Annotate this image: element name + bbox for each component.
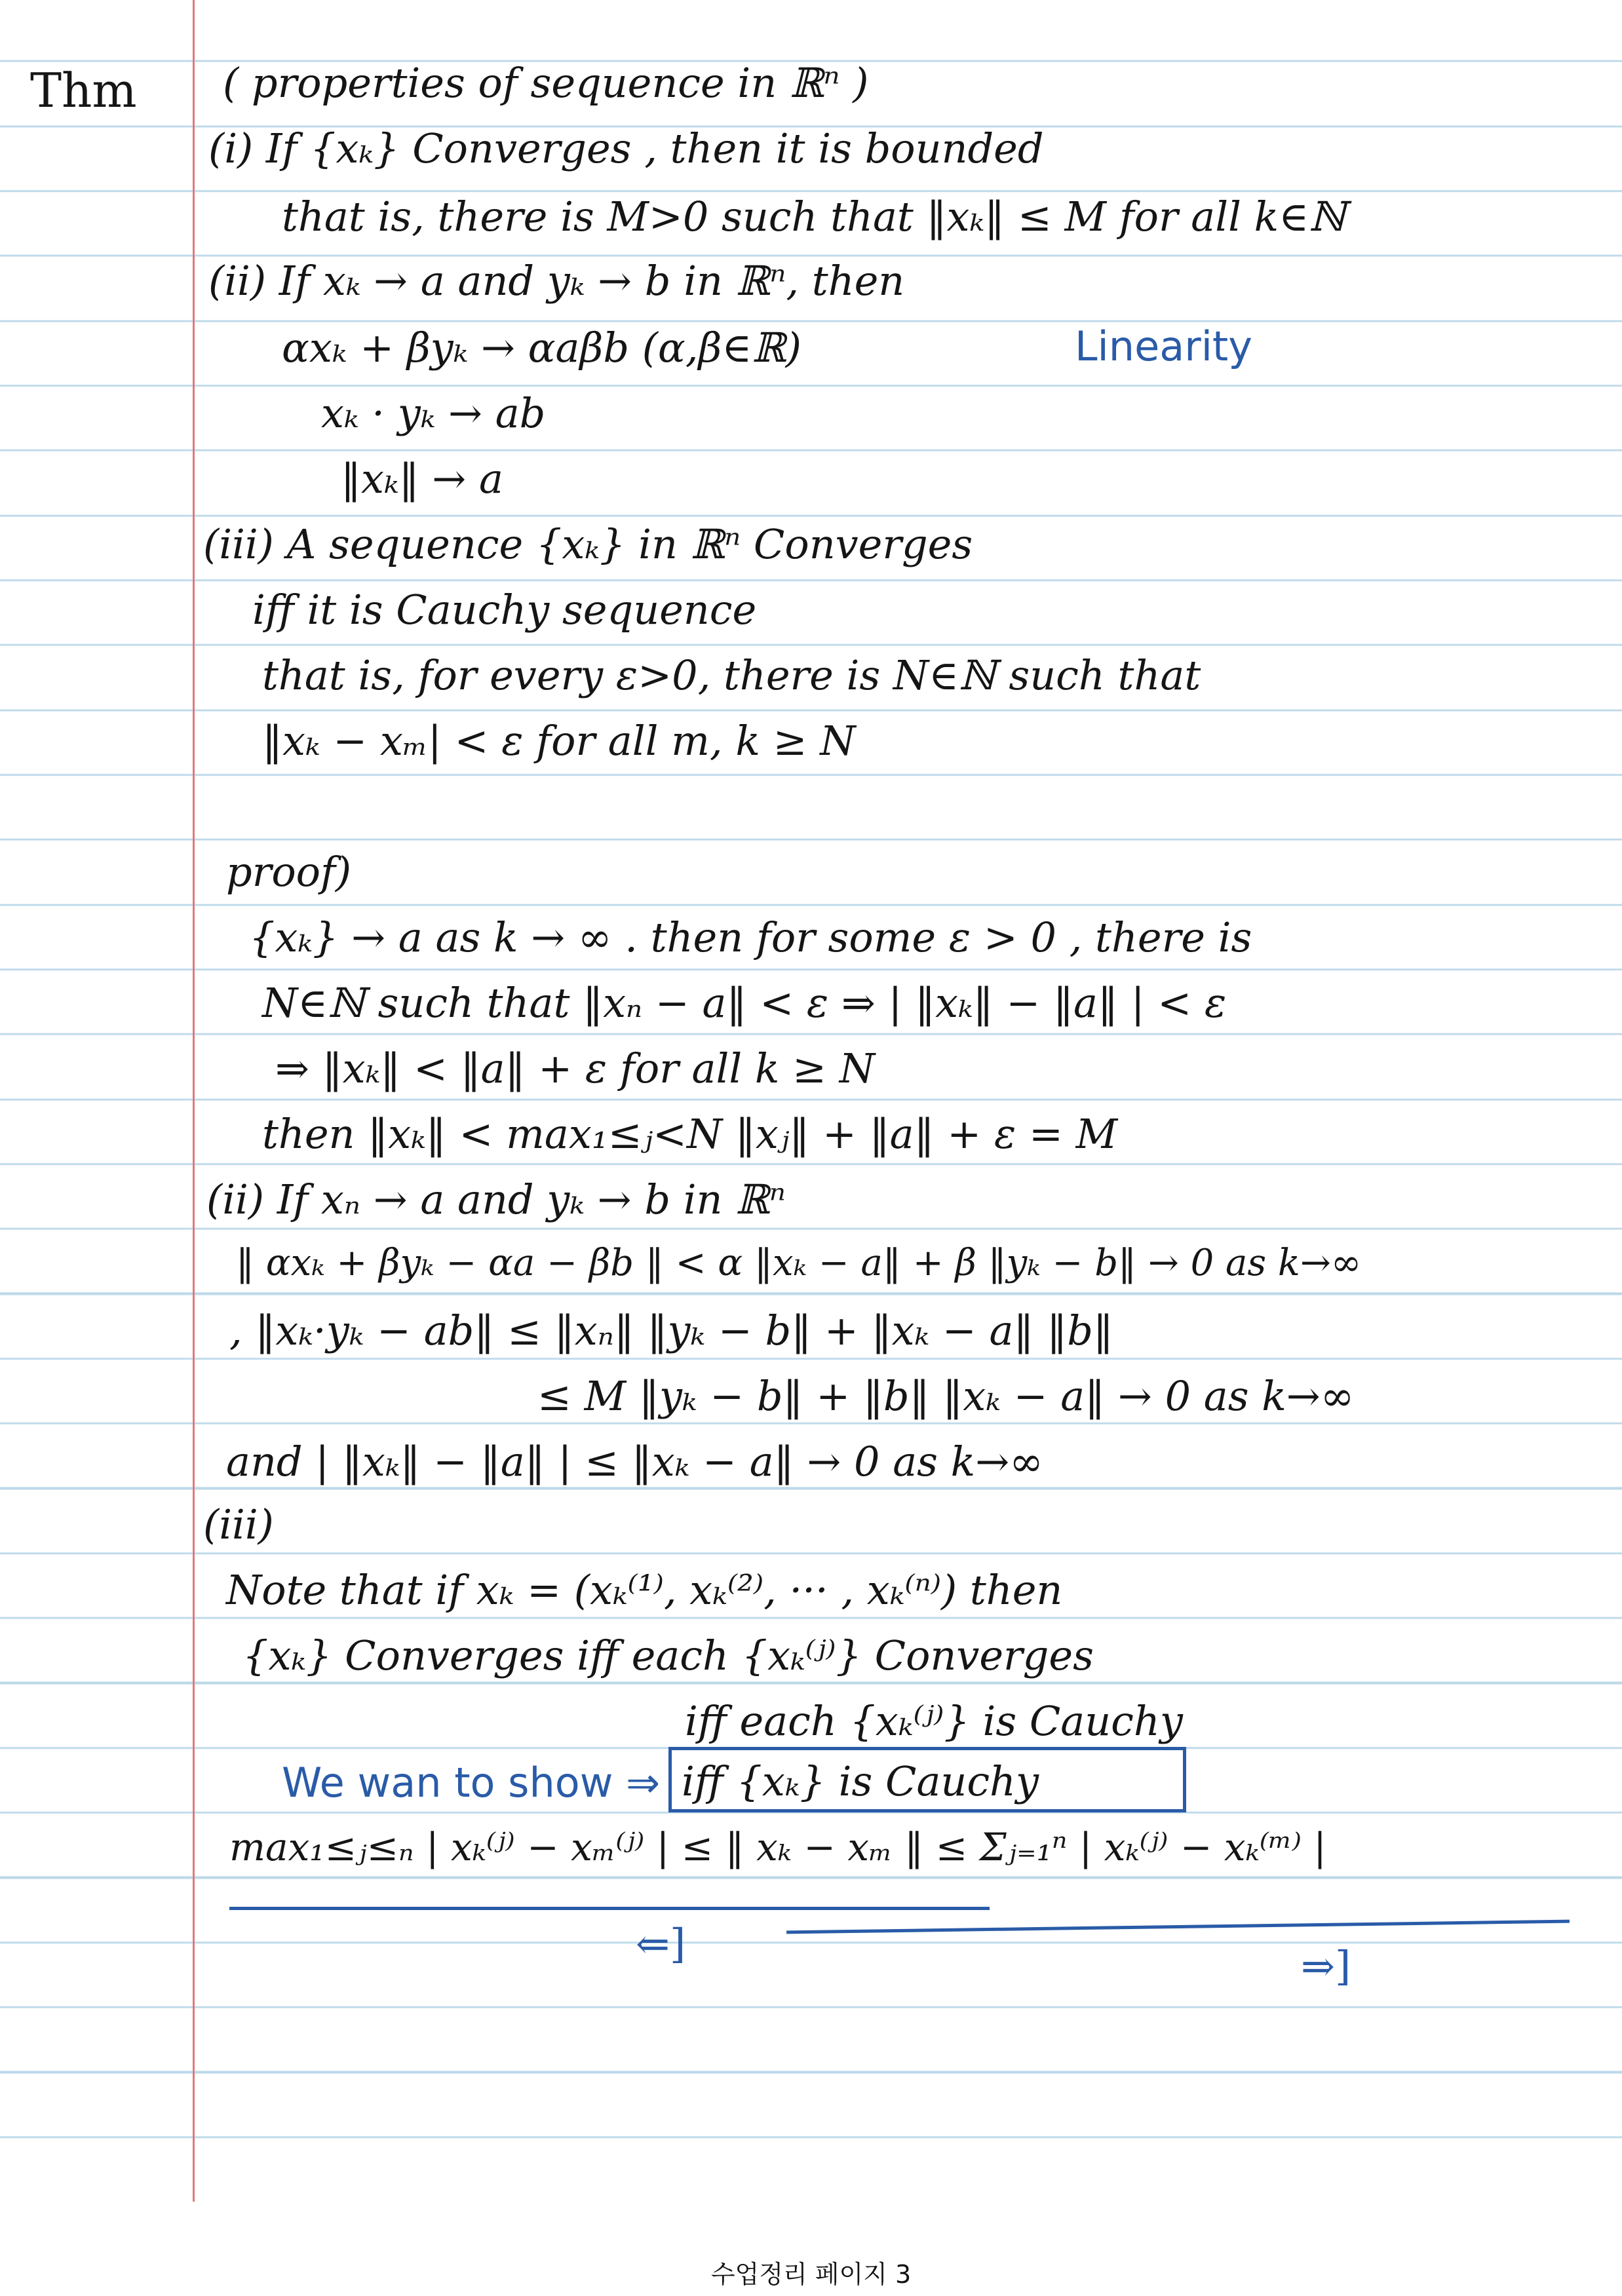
arrow-left-bracket: ⇐] <box>636 1920 686 1968</box>
theorem-title: ( properties of sequence in ℝⁿ ) <box>223 59 869 107</box>
underline-left <box>229 1907 990 1910</box>
proof-iii-note: Note that if xₖ = (xₖ⁽¹⁾, xₖ⁽²⁾, ··· , xₖ⁽ⁿ⁾) then <box>226 1566 1063 1614</box>
proof-iii-converges: {xₖ} Converges iff each {xₖ⁽ʲ⁾} Converges <box>242 1632 1094 1679</box>
max-inequality: max₁≤ⱼ≤ₙ | xₖ⁽ʲ⁾ − xₘ⁽ʲ⁾ | ≤ ‖ xₖ − xₘ ‖ ≤ Σⱼ₌₁ⁿ | xₖ⁽ʲ⁾ − xₖ⁽ᵐ⁾ | <box>229 1825 1326 1869</box>
line-iii-def: that is, for every ε>0, there is N∈ℕ such that <box>262 651 1201 699</box>
linearity-note: Linearity <box>1075 322 1252 370</box>
proof-iii-cauchy-each: iff each {xₖ⁽ʲ⁾} is Cauchy <box>685 1697 1183 1745</box>
proof-line-2: N∈ℕ such that ‖xₙ − a‖ < ε ⇒ | ‖xₖ‖ − ‖a‖ | < ε <box>262 979 1227 1027</box>
page-footer: 수업정리 페이지 3 <box>710 2260 912 2289</box>
proof-line-3: ⇒ ‖xₖ‖ < ‖a‖ + ε for all k ≥ N <box>275 1044 876 1092</box>
line-i-bounded: that is, there is M>0 such that ‖xₖ‖ ≤ M for all k∈ℕ <box>282 193 1346 240</box>
proof-ii-linear: ‖ αxₖ + βyₖ − αa − βb ‖ < α ‖xₖ − a‖ + β ‖yₖ − b‖ → 0 as k→∞ <box>236 1242 1362 1284</box>
thm-label: Thm <box>30 63 137 118</box>
proof-ii-product-bound: ≤ M ‖yₖ − b‖ + ‖b‖ ‖xₖ − a‖ → 0 as k→∞ <box>537 1372 1355 1420</box>
proof-ii-product: , ‖xₖ·yₖ − ab‖ ≤ ‖xₙ‖ ‖yₖ − b‖ + ‖xₖ − a‖ ‖b‖ <box>229 1307 1113 1354</box>
line-iii: (iii) A sequence {xₖ} in ℝⁿ Converges <box>203 520 973 568</box>
line-ii-linear: αxₖ + βyₖ → αaβb (α,β∈ℝ) <box>282 324 801 372</box>
proof-iii: (iii) <box>203 1501 274 1548</box>
proof-ii: (ii) If xₙ → a and yₖ → b in ℝⁿ <box>206 1176 786 1223</box>
proof-label: proof) <box>226 848 352 896</box>
line-ii-norm: ‖xₖ‖ → a <box>341 455 503 503</box>
proof-line-1: {xₖ} → a as k → ∞ . then for some ε > 0 , there is <box>249 913 1252 961</box>
line-iii-condition: ‖xₖ − xₘ| < ε for all m, k ≥ N <box>262 717 856 765</box>
boxed-claim-text: iff {xₖ} is Cauchy <box>682 1757 1039 1805</box>
line-i: (i) If {xₖ} Converges , then it is bounded <box>208 124 1044 172</box>
line-iii-cauchy: iff it is Cauchy sequence <box>252 586 757 634</box>
line-ii-product: xₖ · yₖ → ab <box>321 389 546 437</box>
arrow-right-bracket: ⇒] <box>1301 1942 1351 1990</box>
line-ii: (ii) If xₖ → a and yₖ → b in ℝⁿ, then <box>208 257 905 305</box>
margin-line <box>193 0 195 2202</box>
proof-line-4: then ‖xₖ‖ < max₁≤ⱼ<N ‖xⱼ‖ + ‖a‖ + ε = M <box>262 1110 1118 1158</box>
proof-ii-norm: and | ‖xₖ‖ − ‖a‖ | ≤ ‖xₖ − a‖ → 0 as k→∞ <box>226 1438 1043 1485</box>
want-to-show-note: We wan to show ⇒ <box>282 1759 661 1807</box>
